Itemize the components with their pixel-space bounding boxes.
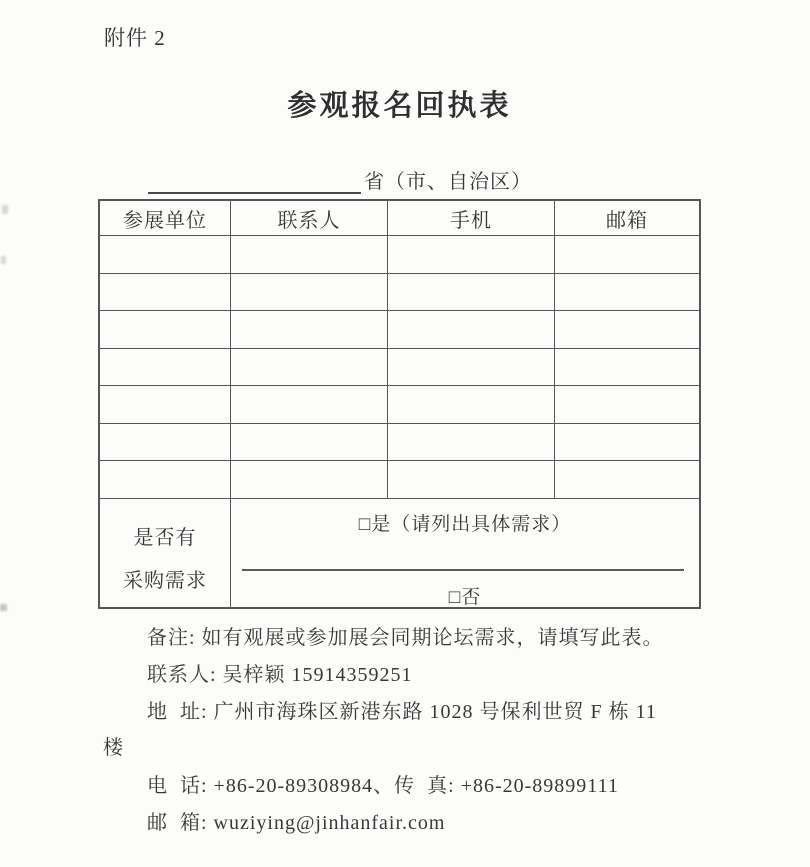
table-cell-exhibitor [100, 311, 230, 348]
table-cell-mobile [387, 424, 554, 461]
table-cell-mobile [387, 236, 554, 273]
remark-note: 备注: 如有观展或参加展会同期论坛需求，请填写此表。 [147, 627, 664, 649]
table-row [100, 423, 699, 461]
header-cell-mobile: 手机 [387, 201, 554, 235]
scan-artifact [0, 604, 7, 611]
table-cell-exhibitor [100, 349, 230, 386]
purchase-demand-options [230, 499, 699, 607]
header-cell-contact: 联系人 [230, 201, 387, 235]
province-line [148, 165, 532, 194]
table-cell-contact [230, 461, 387, 498]
scan-artifact [1, 256, 6, 264]
purchase-demand-row [100, 498, 699, 607]
table-cell-email [554, 461, 699, 498]
table-empty-rows [100, 235, 699, 498]
table-row [100, 460, 699, 498]
table-cell-email [554, 349, 699, 386]
table-cell-contact [230, 274, 387, 311]
purchase-option-no: □否 [448, 586, 482, 608]
table-cell-email [554, 236, 699, 273]
table-header-row [100, 201, 699, 235]
table-row [100, 348, 699, 386]
table-cell-contact [230, 424, 387, 461]
table-cell-exhibitor [100, 461, 230, 498]
table-cell-mobile [387, 461, 554, 498]
table-cell-exhibitor [100, 274, 230, 311]
table-cell-exhibitor [100, 236, 230, 273]
table-cell-contact [230, 236, 387, 273]
purchase-option-yes: □是（请列出具体需求） [358, 513, 572, 535]
table-cell-contact [230, 311, 387, 348]
table-cell-contact [230, 386, 387, 423]
province-blank-underline [148, 169, 361, 194]
province-suffix-label: 省（市、自治区） [364, 171, 532, 193]
table-cell-mobile [387, 386, 554, 423]
address-line: 地 址: 广州市海珠区新港东路 1028 号保利世贸 F 栋 11 [147, 701, 657, 723]
registration-table [98, 199, 701, 609]
table-cell-mobile [387, 311, 554, 348]
purchase-demand-label [100, 499, 230, 607]
email-line: 邮 箱: wuziying@jinhanfair.com [147, 812, 446, 834]
table-row [100, 273, 699, 311]
header-cell-email: 邮箱 [554, 201, 699, 235]
table-row [100, 235, 699, 273]
table-cell-email [554, 424, 699, 461]
scan-artifact [2, 205, 8, 214]
purchase-divider-line [242, 569, 684, 571]
header-cell-exhibitor: 参展单位 [123, 209, 207, 232]
address-wrap-line: 楼 [103, 737, 124, 759]
table-cell-contact [230, 349, 387, 386]
table-cell-mobile [387, 349, 554, 386]
purchase-label-line2: 采购需求 [123, 569, 207, 592]
table-cell-mobile [387, 274, 554, 311]
page-title: 参观报名回执表 [287, 90, 512, 122]
table-row [100, 385, 699, 423]
table-cell-email [554, 311, 699, 348]
phone-fax-line: 电 话: +86-20-89308984、传 真: +86-20-89899111 [147, 775, 619, 797]
attachment-label: 附件 2 [104, 26, 166, 50]
table-cell-email [554, 386, 699, 423]
contact-person-line: 联系人: 吴梓颖 15914359251 [147, 664, 413, 686]
purchase-label-line1: 是否有 [133, 526, 197, 549]
table-cell-email [554, 274, 699, 311]
table-cell-exhibitor [100, 424, 230, 461]
table-row [100, 310, 699, 348]
table-cell-exhibitor [100, 386, 230, 423]
